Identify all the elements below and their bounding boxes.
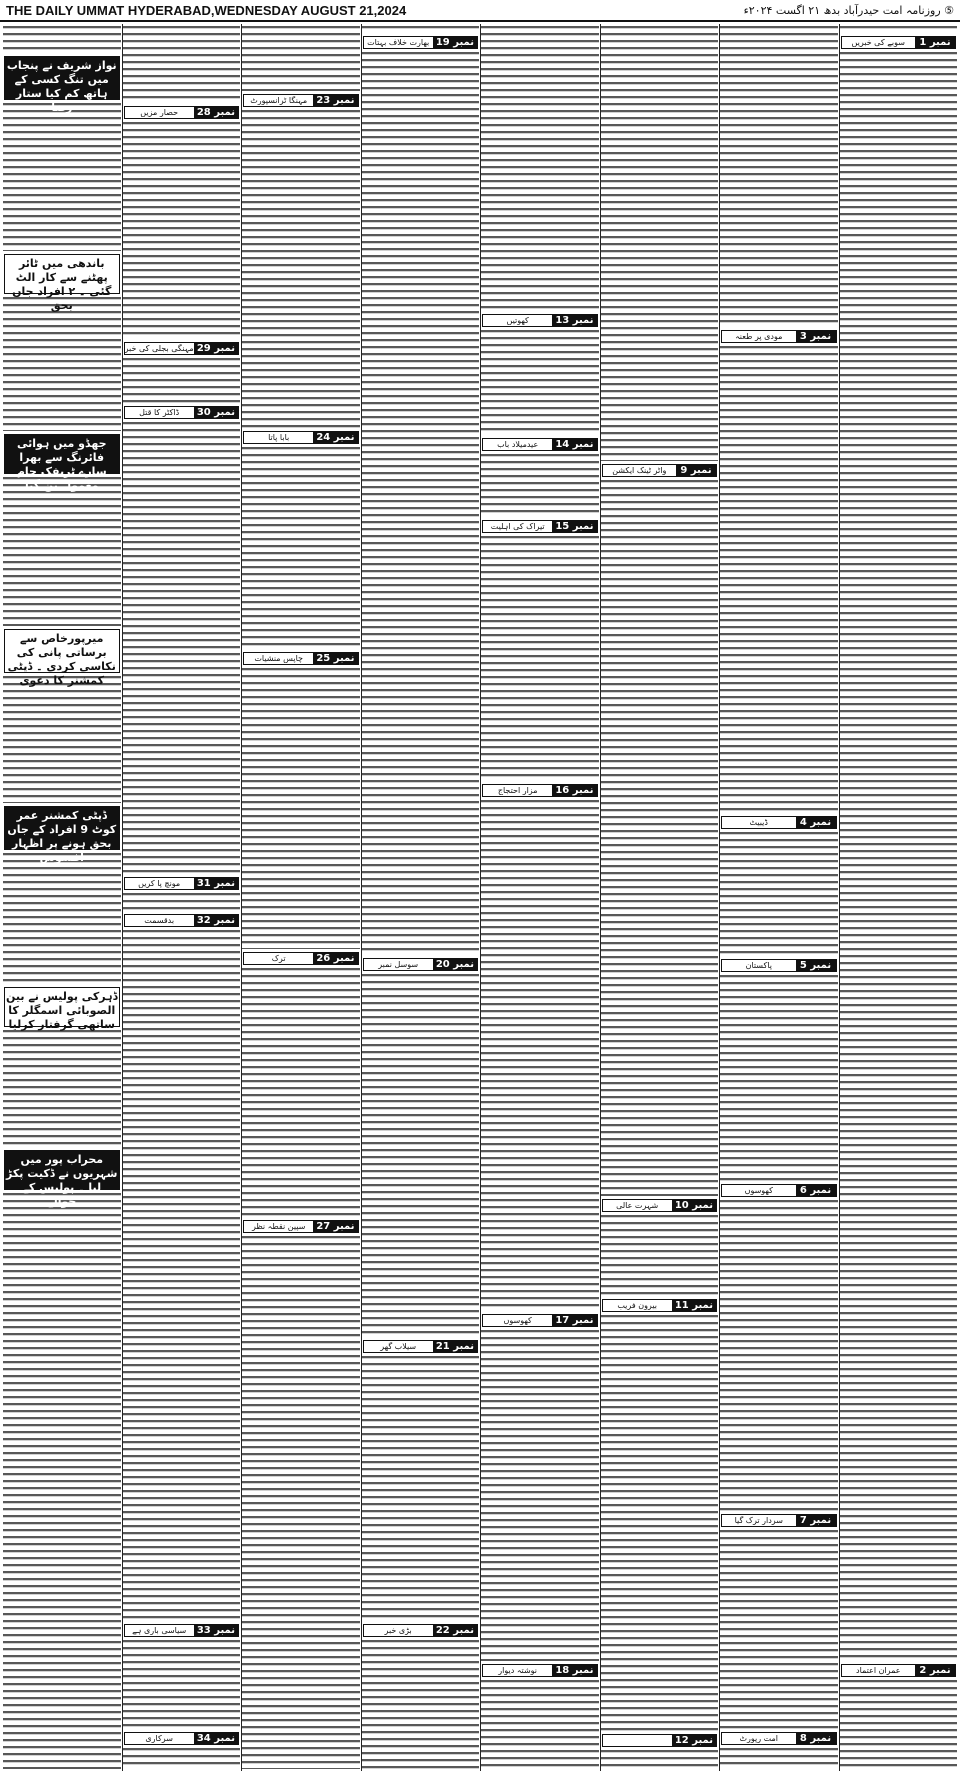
article-text [481, 330, 599, 435]
section-header [363, 958, 479, 971]
section-header [841, 1664, 957, 1677]
section-header [124, 342, 240, 355]
section-title: ترک [271, 954, 286, 963]
masthead-urdu: ⑤ روزنامہ امت حیدرآباد بدھ ۲۱ اگست ۲۰۲۴ء [743, 3, 954, 17]
section-header [482, 1664, 598, 1677]
column-divider [480, 24, 481, 1771]
section-title: بھارت خلاف بہتات [367, 38, 430, 47]
headline-box: ڈپٹی کمشنر عمر کوٹ 9 افراد کے جاں بحق ہونے پر اظہار افسوس [4, 806, 120, 850]
section-header [243, 94, 359, 107]
article-text [362, 26, 480, 33]
masthead [0, 0, 960, 22]
article-text [123, 930, 241, 1621]
section-number: نمبر 28 [194, 107, 238, 118]
article-text [840, 26, 958, 33]
article-text [362, 52, 480, 955]
news-column [600, 24, 720, 1771]
column-divider [241, 24, 242, 1771]
column-divider [122, 24, 123, 1771]
article-text [840, 52, 958, 1661]
article-text [123, 893, 241, 911]
section-header [363, 1340, 479, 1353]
headline-box: نواز شریف نے پنجاب میں تنگ کسی کے ہاتھ کم کیا ستار رضا [4, 56, 120, 100]
article-text [720, 1530, 838, 1729]
news-column [361, 24, 481, 1771]
section-title: تیراک کی اہلیت [490, 522, 545, 531]
news-column [2, 24, 122, 1771]
section-number: نمبر 33 [194, 1625, 238, 1636]
news-column [719, 24, 839, 1771]
article-text [123, 26, 241, 103]
headline-box: باندھی میں ٹائر پھٹنے سے کار الٹ گئی ۔ ۲ افراد جاں بحق [4, 254, 120, 294]
column-divider [719, 24, 720, 1771]
section-number: نمبر 32 [194, 915, 238, 926]
article-text [3, 853, 121, 984]
article-text [601, 26, 719, 461]
section-title: ڈیبیٹ [749, 818, 768, 827]
section-number: نمبر 5 [796, 960, 836, 971]
section-title: سپین نقطہ نظر [251, 1222, 306, 1231]
masthead-english: THE DAILY UMMAT HYDERABAD,WEDNESDAY AUGUST 21,2024 [6, 2, 407, 18]
section-number: نمبر 23 [313, 95, 357, 106]
article-text [242, 668, 360, 949]
article-text [362, 1640, 480, 1769]
section-number: نمبر 10 [672, 1200, 716, 1211]
column-divider [839, 24, 840, 1771]
section-title: حصار مزیں [140, 108, 179, 117]
article-text [242, 1236, 360, 1769]
article-text [720, 975, 838, 1181]
headline-box: جھڈو میں ہوائی فائرنگ سے بھرا سارے ٹریفک جام معمول بن گیا [4, 434, 120, 474]
article-text [720, 1200, 838, 1511]
section-header [841, 36, 957, 49]
section-number: نمبر 22 [433, 1625, 477, 1636]
section-number: نمبر 14 [552, 439, 596, 450]
article-text [362, 974, 480, 1337]
section-number: نمبر 34 [194, 1733, 238, 1744]
article-text [601, 480, 719, 1196]
section-header [124, 1624, 240, 1637]
headline-box: ڈہرکی پولیس نے بین الصوبائی اسمگلر کا ساتھی گرفتار کرلیا [4, 987, 120, 1027]
article-text [242, 26, 360, 91]
section-number: نمبر 7 [796, 1515, 836, 1526]
section-number: نمبر 15 [552, 521, 596, 532]
article-text [123, 422, 241, 874]
section-title: کھوتیں [506, 316, 529, 325]
section-title: ڈاکٹر کا قتل [139, 408, 180, 417]
section-title: بابا پاتا [268, 433, 290, 442]
column-divider [361, 24, 362, 1771]
section-number: نمبر 4 [796, 817, 836, 828]
section-number: نمبر 16 [552, 785, 596, 796]
section-header [482, 1314, 598, 1327]
section-header [721, 1514, 837, 1527]
section-header [482, 520, 598, 533]
article-text [481, 1330, 599, 1661]
section-title: مودی پر طعنہ [735, 332, 783, 341]
section-title: چاپس منشیات [254, 654, 303, 663]
article-text [601, 1215, 719, 1296]
section-number: نمبر 21 [433, 1341, 477, 1352]
section-title: نوشتہ دیوار [498, 1666, 538, 1675]
section-number: نمبر 8 [796, 1733, 836, 1744]
article-text [481, 1680, 599, 1769]
section-header [482, 784, 598, 797]
article-text [242, 110, 360, 428]
section-number: نمبر 6 [796, 1185, 836, 1196]
article-text [481, 536, 599, 781]
section-header [243, 652, 359, 665]
section-number: نمبر 3 [796, 331, 836, 342]
section-title: شہرت عالی [616, 1201, 659, 1210]
section-title: سردار ترک گیا [734, 1516, 783, 1525]
headline-box: میرپورخاص سے برساتی پانی کی نکاسی کردی ۔ ڈپٹی کمشنر کا دعوی [4, 629, 120, 673]
article-text [123, 1748, 241, 1769]
section-number: نمبر 25 [313, 653, 357, 664]
section-title: مزار احتجاج [497, 786, 538, 795]
article-text [123, 358, 241, 403]
article-text [362, 1356, 480, 1621]
section-number: نمبر 11 [672, 1300, 716, 1311]
section-title: سیلاب گھر [380, 1342, 417, 1351]
section-title: بڑی خبر [384, 1626, 412, 1635]
news-column [480, 24, 600, 1771]
section-title: عمران اعتماد [856, 1666, 901, 1675]
section-title: بدقسمت [144, 916, 175, 925]
article-text [123, 122, 241, 339]
section-header [363, 36, 479, 49]
section-header [482, 438, 598, 451]
section-header [124, 406, 240, 419]
article-text [720, 346, 838, 813]
article-text [481, 800, 599, 1311]
article-text [840, 1680, 958, 1769]
section-title: مہنگی بجلی کی خبر [124, 344, 194, 353]
section-header [124, 106, 240, 119]
article-text [3, 1193, 121, 1769]
article-text [481, 454, 599, 517]
section-title: کھوسوں [503, 1316, 532, 1325]
section-number: نمبر 26 [313, 953, 357, 964]
article-text [3, 676, 121, 803]
section-title: پاکستان [745, 961, 772, 970]
section-number: نمبر 2 [915, 1665, 955, 1676]
section-title: امت رپورٹ [739, 1734, 779, 1743]
section-header [243, 431, 359, 444]
article-text [720, 1748, 838, 1769]
section-title: کھوسوں [744, 1186, 773, 1195]
section-header [721, 1732, 837, 1745]
section-number: نمبر 20 [433, 959, 477, 970]
section-header [243, 952, 359, 965]
section-header [602, 1199, 718, 1212]
headline-box: محراب پور میں شہریوں نے ڈکیت پکڑ لیا ۔ پولیس کے حوالے [4, 1150, 120, 1190]
article-text [242, 447, 360, 649]
news-column [839, 24, 959, 1771]
section-header [602, 464, 718, 477]
section-title: مونچ پا کریں [138, 879, 181, 888]
section-number: نمبر 19 [433, 37, 477, 48]
section-number: نمبر 12 [672, 1735, 716, 1746]
article-text [481, 26, 599, 311]
section-number: نمبر 30 [194, 407, 238, 418]
article-text [242, 968, 360, 1217]
section-title: بیرون فریب [617, 1301, 657, 1310]
section-header [482, 314, 598, 327]
article-text [601, 1750, 719, 1769]
article-text [720, 832, 838, 956]
section-number: نمبر 31 [194, 878, 238, 889]
article-text [3, 103, 121, 251]
section-number: نمبر 18 [552, 1665, 596, 1676]
section-number: نمبر 1 [915, 37, 955, 48]
section-number: نمبر 29 [194, 343, 238, 354]
section-header [721, 330, 837, 343]
section-title: سرکاری [145, 1734, 173, 1743]
section-header [721, 1184, 837, 1197]
newspaper-page [2, 24, 958, 1771]
section-header [124, 877, 240, 890]
section-header [363, 1624, 479, 1637]
section-number: نمبر 13 [552, 315, 596, 326]
section-header [602, 1734, 718, 1747]
section-title: مہنگا ٹرانسپورٹ [250, 96, 308, 105]
section-title: سوسل نمبر [378, 960, 419, 969]
article-text [3, 1030, 121, 1147]
section-header [602, 1299, 718, 1312]
article-text [123, 1640, 241, 1729]
section-number: نمبر 27 [313, 1221, 357, 1232]
section-number: نمبر 17 [552, 1315, 596, 1326]
section-title: واٹر ٹینک ایکشن [612, 466, 667, 475]
news-column [241, 24, 361, 1771]
article-text [3, 297, 121, 431]
article-text [3, 26, 121, 53]
section-header [124, 1732, 240, 1745]
article-text [720, 26, 838, 327]
section-header [721, 959, 837, 972]
section-header [721, 816, 837, 829]
section-number: نمبر 9 [676, 465, 716, 476]
article-text [601, 1315, 719, 1731]
section-title: سیاسی باری ہے [132, 1626, 187, 1635]
article-text [3, 477, 121, 626]
section-header [124, 914, 240, 927]
section-number: نمبر 24 [313, 432, 357, 443]
section-header [243, 1220, 359, 1233]
section-title: عیدمیلاد باب [497, 440, 539, 449]
column-divider [600, 24, 601, 1771]
news-column [122, 24, 242, 1771]
section-title: سوبے کی خبریں [851, 38, 905, 47]
